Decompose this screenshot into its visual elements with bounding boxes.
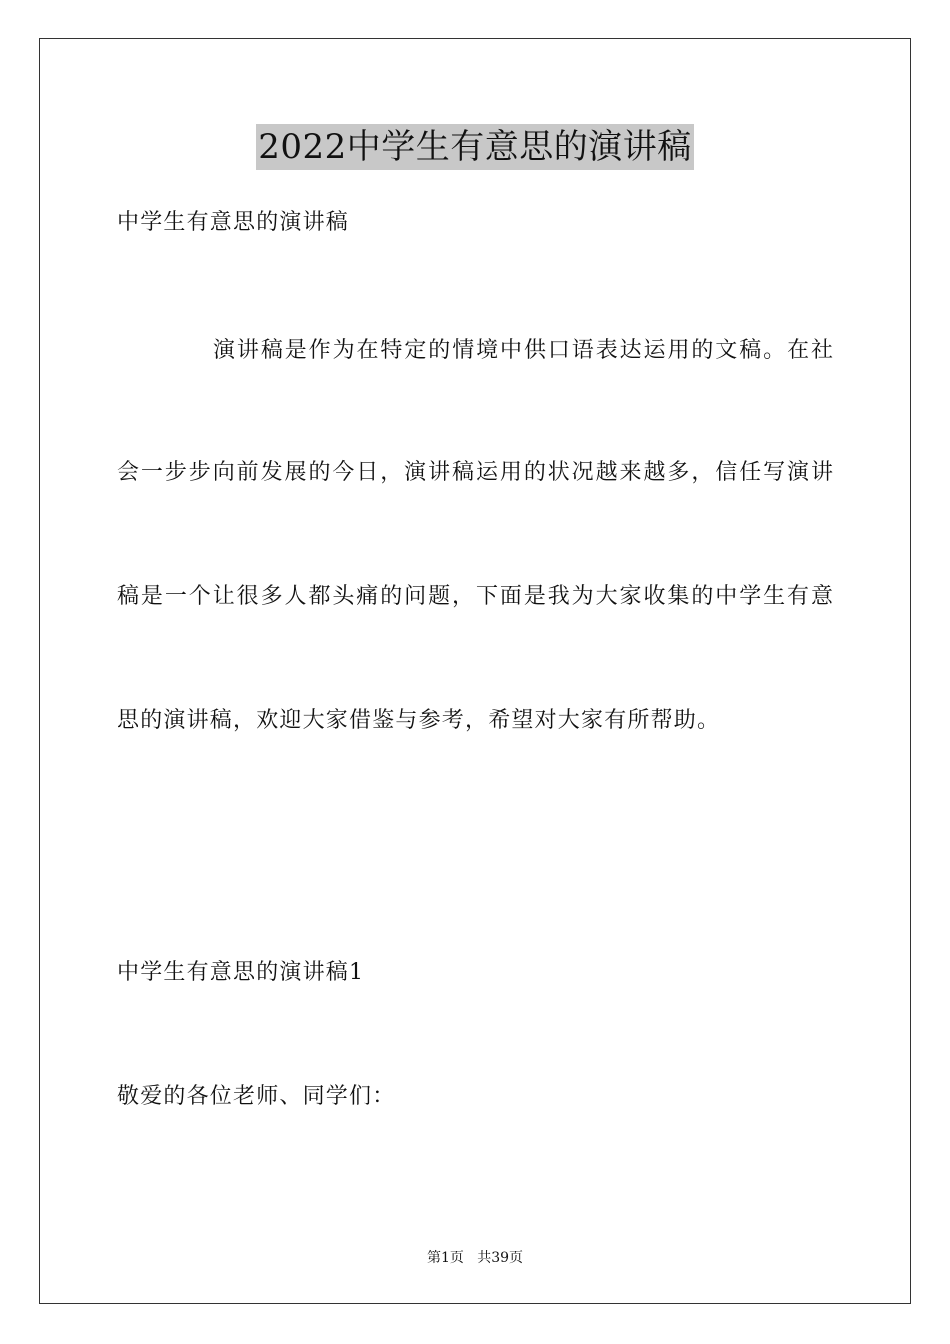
document-subtitle: 中学生有意思的演讲稿 <box>117 210 350 235</box>
intro-line-4: 思的演讲稿，欢迎大家借鉴与参考，希望对大家有所帮助。 <box>117 708 721 733</box>
intro-line-1: 演讲稿是作为在特定的情境中供口语表达运用的文稿。在社 <box>213 338 833 363</box>
page-footer: 第1页 共39页 <box>426 1250 524 1266</box>
intro-line-3: 稿是一个让很多人都头痛的问题，下面是我为大家收集的中学生有意 <box>117 584 833 609</box>
section-heading: 中学生有意思的演讲稿1 <box>117 960 365 985</box>
title-container <box>0 124 950 170</box>
greeting-line: 敬爱的各位老师、同学们： <box>117 1084 396 1109</box>
document-title: 2022中学生有意思的演讲稿 <box>256 124 694 170</box>
intro-line-2: 会一步步向前发展的今日，演讲稿运用的状况越来越多，信任写演讲 <box>117 460 833 485</box>
